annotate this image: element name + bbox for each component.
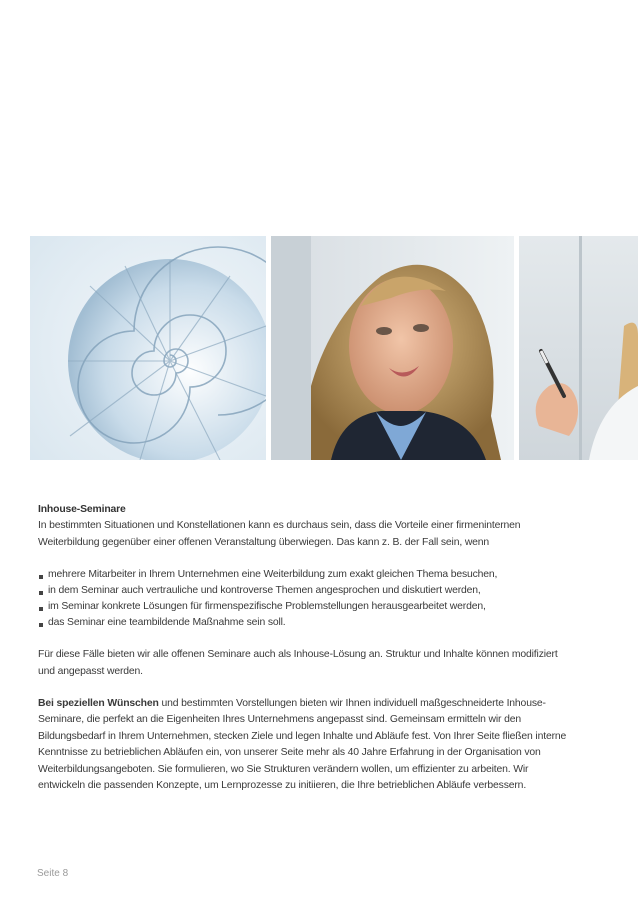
woman-portrait-image	[271, 236, 514, 460]
list-item: in dem Seminar auch vertrauliche und kontroverse Themen angesprochen und diskutiert werden,	[38, 583, 568, 599]
inhouse-offer-paragraph: Für diese Fälle bieten wir alle offenen Seminare auch als Inhouse-Lösung an. Struktur und Inhalte können modifiziert und angepasst werden.	[38, 649, 558, 677]
condition-list	[38, 567, 568, 631]
article-body	[38, 502, 568, 794]
custom-seminar-lead: Bei speziellen Wünschen	[38, 698, 159, 710]
page-number: Seite 8	[37, 868, 69, 879]
photo-strip	[30, 236, 638, 460]
custom-seminar-paragraph	[38, 696, 568, 794]
list-item: das Seminar eine teambildende Maßnahme sein soll.	[38, 615, 568, 631]
intro-paragraph: In bestimmten Situationen und Konstellationen kann es durchaus sein, dass die Vorteile einer firmeninternen Weiterbildung gegenüber einer offenen Veranstaltung überwiegen. Das kann z. B. der Fall sein, wenn	[38, 520, 521, 548]
nautilus-shell-image	[30, 236, 266, 460]
list-item: mehrere Mitarbeiter in Ihrem Unternehmen eine Weiterbildung zum exakt gleichen Thema besuchen,	[38, 567, 568, 583]
person-with-pen-image	[519, 236, 638, 460]
list-item: im Seminar konkrete Lösungen für firmenspezifische Problemstellungen herausgearbeitet werden,	[38, 599, 568, 615]
article-heading: Inhouse-Seminare	[38, 504, 126, 515]
custom-seminar-text: und bestimmten Vorstellungen bieten wir Ihnen individuell maßgeschneiderte Inhouse-Seminare, die perfekt an die Eigenheiten Ihres Unternehmens angepasst sind. Gemeinsam ermitteln wir den Bildungsbedarf in Ihrem Unternehmen, stecken Ziele und legen Inhalte und Abläufe fest. Von Ihrer Seite fließen interne Kenntnisse zu betrieblichen Abläufen ein, von unserer Seite mehr als 40 Jahre Erfahrung in der Organisation von Weiterbildungsangeboten. Sie formulieren, wo Sie Strukturen verändern wollen, um effizienter zu arbeiten. Wir entwickeln die passenden Konzepte, um Lernprozesse zu initiieren, die Ihre betrieblichen Abläufe verbessern.	[38, 698, 567, 792]
